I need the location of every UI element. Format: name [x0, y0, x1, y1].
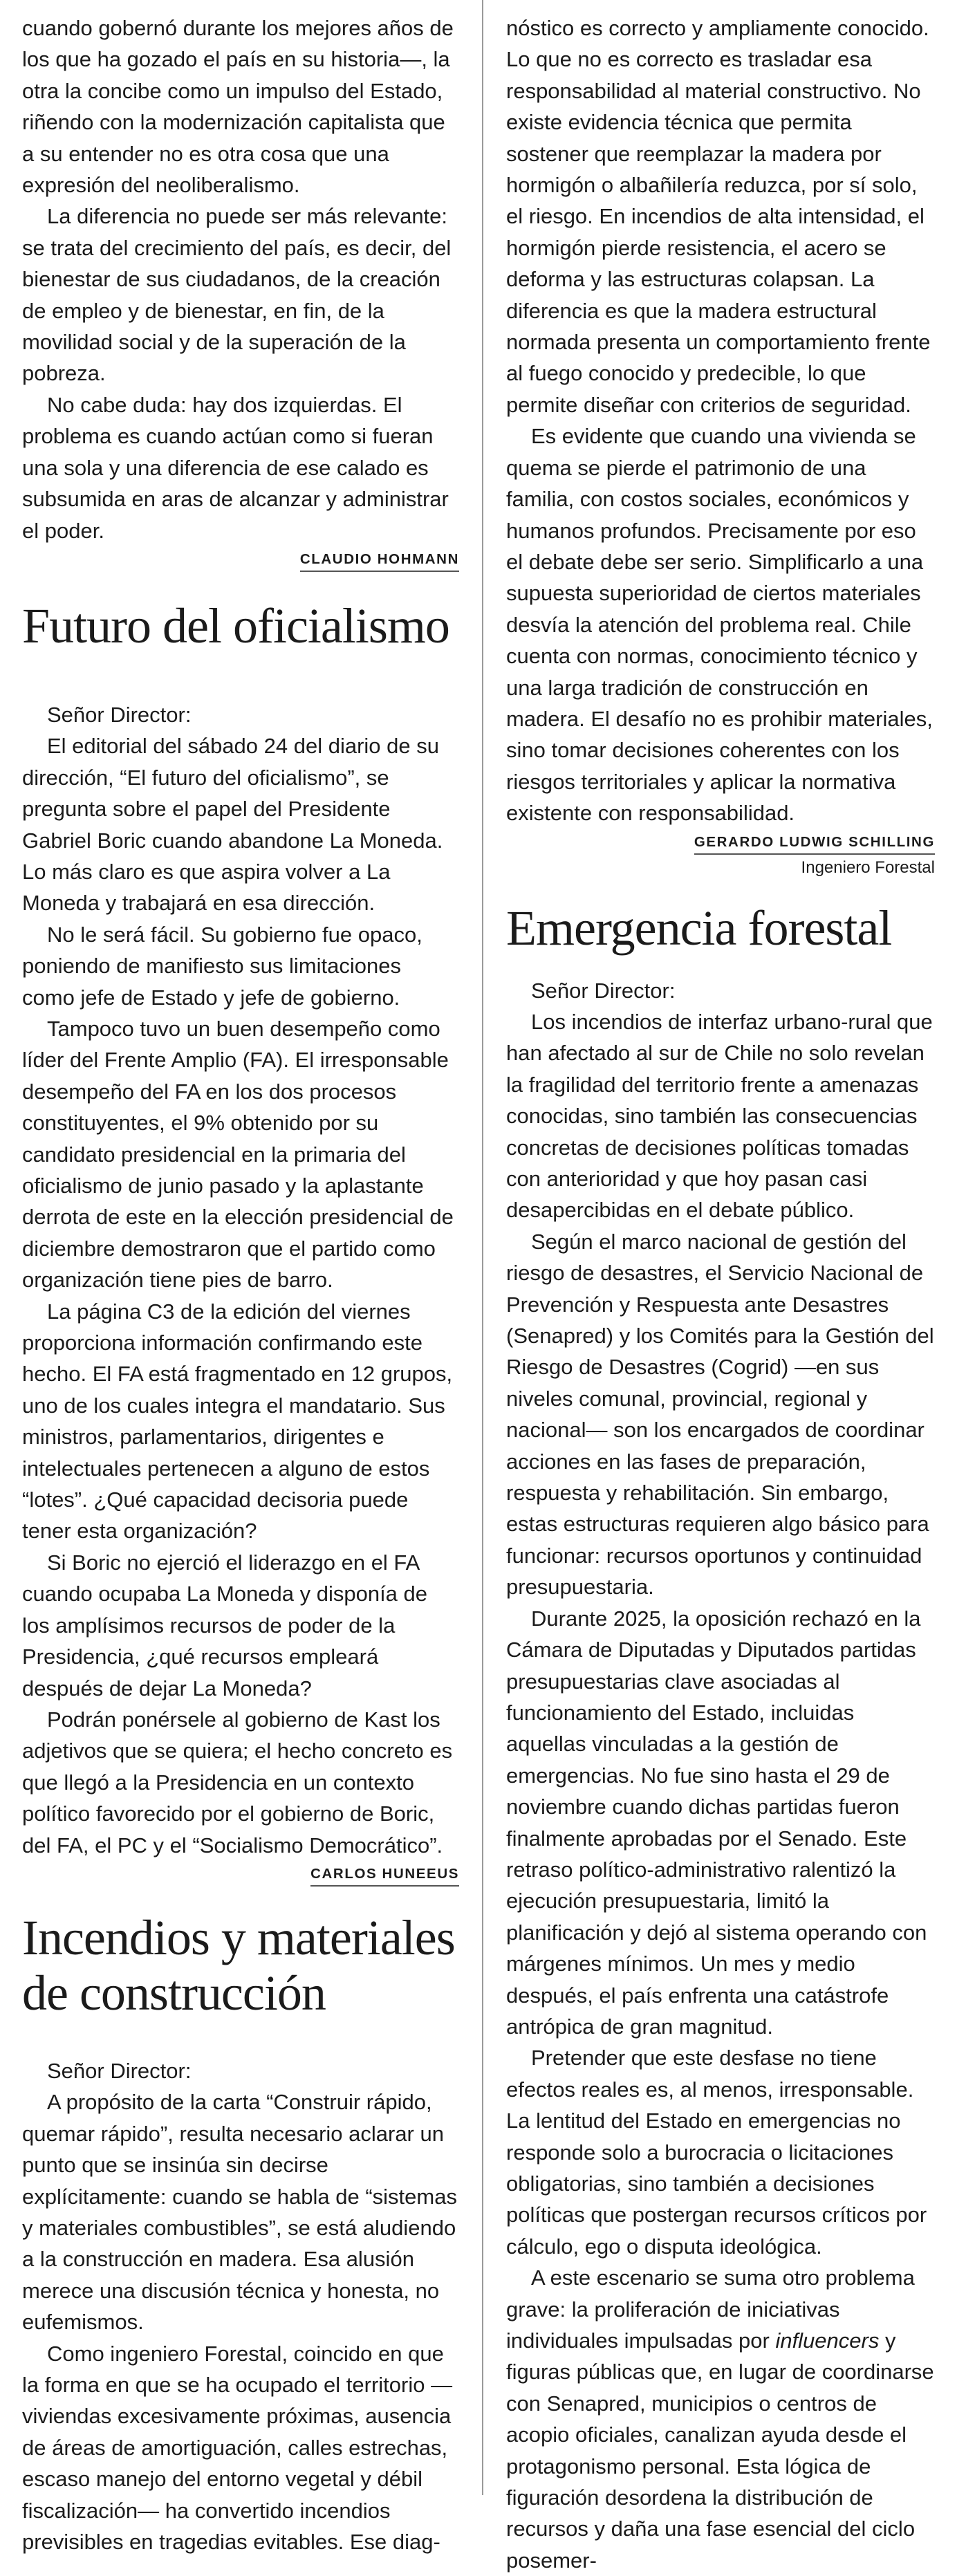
right-column — [506, 12, 935, 2576]
paragraph: A propósito de la carta “Construir rápido, quemar rápido”, resulta necesario aclarar un punto que se insinúa sin decirse explícitamente: cuando se habla de “sistemas y materiales combustibles”, se está aludiendo a la construcción en madera. Esa alusión merece una discusión técnica y honesta, no eufemismos. — [22, 2090, 457, 2335]
paragraph: Si Boric no ejerció el liderazgo en el FA cuando ocupaba La Moneda y disponía de los amplísimos recursos de poder de la Presidencia, ¿qué recursos empleará después de dejar La Moneda? — [22, 1550, 428, 1701]
paragraph: Podrán ponérsele al gobierno de Kast los adjetivos que se quiera; el hecho concreto es que llegó a la Presidencia en un contexto político favorecido por el gobierno de Boric, del FA, el PC y el “Socialismo Democrático”. — [22, 1707, 453, 1857]
letter-title-line: de construcción — [22, 1965, 326, 2021]
paragraph: No le será fácil. Su gobierno fue opaco, poniendo de manifiesto sus limitaciones como jefe de Estado y jefe de gobierno. — [22, 922, 422, 1010]
paragraph: Pretender que este desfase no tiene efectos reales es, al menos, irresponsable. La lentitud del Estado en emergencias no responde solo a burocracia o licitaciones obligatorias, sino también a decisiones políticas que postergan recursos críticos por cálculo, ego o disputa ideológica. — [506, 2046, 927, 2259]
italic-term: influencers — [775, 2328, 880, 2353]
paragraph: Como ingeniero Forestal, coincido en que la forma en que se ha ocupado el territorio —viviendas excesivamente próximas, ausencia de áreas de amortiguación, calles estrechas, escaso manejo del entorno vegetal y débil fiscalización— ha convertido incendios previsibles en tragedias evitables. Ese diag- — [22, 2341, 453, 2555]
letter-incendios-continued — [506, 12, 935, 880]
letter-title-line: Incendios y materiales — [22, 1909, 455, 1965]
paragraph: Durante 2025, la oposición rechazó en la Cámara de Diputadas y Diputados partidas presupuestarias clave asociadas al funcionamiento del Estado, incluidas aquellas vinculadas a la gestión de emergencias. No fue sino hasta el 29 de noviembre cuando dichas partidas fueron finalmente aprobadas por el Senado. Este retraso político-administrativo ralentizó la ejecución presupuestaria, limitó la planificación y dejó al sistema operando con márgenes mínimos. Un mes y medio después, el país enfrenta una catástrofe antrópica de gran magnitud. — [506, 1606, 927, 2039]
salutation: Señor Director: — [47, 702, 192, 727]
paragraph-text: y figuras públicas que, en lugar de coordinarse con Senapred, municipios o centros de acopio oficiales, canalizan ayuda desde el protagonismo personal. Esta lógica de figuración desordena la distribución de recursos y daña una fase esencial del ciclo posemer- — [506, 2328, 934, 2573]
paragraph: No cabe duda: hay dos izquierdas. El problema es cuando actúan como si fueran una sola y una diferencia de ese calado es subsumida en aras de alcanzar y administrar el poder. — [22, 392, 449, 543]
author-line — [22, 549, 459, 572]
letter-futuro-oficialismo — [22, 598, 459, 1887]
letter-hohmann-ending — [22, 12, 459, 572]
letter-emergencia-forestal — [506, 900, 935, 2576]
author-line — [506, 832, 935, 855]
paragraph — [506, 2262, 935, 2576]
paragraph: Tampoco tuvo un buen desempeño como líder del Frente Amplio (FA). El irresponsable desempeño del FA en los dos procesos constituyentes, el 9% obtenido por su candidato presidencial en la primaria del oficialismo de junio pasado y la aplastante derrota de este en la elección presidencial de diciembre demostraron que el partido como organización tiene pies de barro. — [22, 1016, 454, 1292]
paragraph: La diferencia no puede ser más relevante: se trata del crecimiento del país, es decir, del bienestar de sus ciudadanos, de la creación de empleo y de bienestar, en fin, de la movilidad social y de la superación de la pobreza. — [22, 204, 452, 386]
paragraph: La página C3 de la edición del viernes proporciona información confirmando este hecho. El FA está fragmentado en 12 grupos, uno de los cuales integra el mandatario. Sus ministros, parlamentarios, dirigentes e intelectuales pertenecen a alguno de estos “lotes”. ¿Qué capacidad decisoria puede tener esta organización? — [22, 1299, 453, 1544]
author-name: GERARDO LUDWIG SCHILLING — [694, 832, 935, 855]
paragraph-text: A este escenario se suma otro problema grave: la proliferación de iniciativas individuales impulsadas por — [506, 2265, 915, 2353]
column-divider — [482, 0, 483, 2495]
letter-incendios-materiales — [22, 1910, 459, 2558]
salutation: Señor Director: — [531, 978, 676, 1003]
paragraph: Es evidente que cuando una vivienda se quema se pierde el patrimonio de una familia, con costos sociales, económicos y humanos profundos. Precisamente por eso el debate debe ser serio. Simplificarlo a una supuesta superioridad de ciertos materiales desvía la atención del problema real. Chile cuenta con normas, conocimiento técnico y una larga tradición de construcción en madera. El desafío no es prohibir materiales, sino tomar decisiones coherentes con los riesgos territoriales y aplicar la normativa existente con responsabilidad. — [506, 424, 933, 826]
letter-title: Futuro del oficialismo — [22, 597, 449, 654]
author-name: CARLOS HUNEEUS — [310, 1864, 459, 1887]
paragraph: El editorial del sábado 24 del diario de su dirección, “El futuro del oficialismo”, se pregunta sobre el papel del Presidente Gabriel Boric cuando abandone La Moneda. Lo más claro es que aspira volver a La Moneda y trabajará en esa dirección. — [22, 734, 443, 916]
paragraph: Según el marco nacional de gestión del riesgo de desastres, el Servicio Nacional de Prevención y Respuesta ante Desastres (Senapred) y los Comités para la Gestión del Riesgo de Desastres (Cogrid) —en sus niveles comunal, provincial, regional y nacional— son los encargados de coordinar acciones en las fases de preparación, respuesta y rehabilitación. Sin embargo, estas estructuras requieren algo básico para funcionar: recursos oportunos y continuidad presupuestaria. — [506, 1229, 934, 1600]
letter-title: Emergencia forestal — [506, 900, 892, 956]
paragraph: Los incendios de interfaz urbano-rural que han afectado al sur de Chile no solo revelan la fragilidad del territorio frente a amenazas conocidas, sino también las consecuencias concretas de decisiones políticas tomadas con anterioridad y que hoy pasan casi desapercibidas en el debate público. — [506, 1009, 933, 1223]
author-title: Ingeniero Forestal — [801, 858, 935, 877]
letter-title — [22, 1910, 459, 2021]
paragraph: nóstico es correcto y ampliamente conocido. Lo que no es correcto es trasladar esa responsabilidad al material constructivo. No existe evidencia técnica que permita sostener que reemplazar la madera por hormigón o albañilería reduzca, por sí solo, el riesgo. En incendios de alta intensidad, el hormigón pierde resistencia, el acero se deforma y las estructuras colapsan. La diferencia es que la madera estructural normada presenta un comportamiento frente al fuego conocido y predecible, lo que permite diseñar con criterios de seguridad. — [506, 16, 931, 417]
author-line — [22, 1864, 459, 1887]
left-column — [22, 12, 459, 2557]
salutation: Señor Director: — [47, 2058, 192, 2083]
paragraph: cuando gobernó durante los mejores años de los que ha gozado el país en su historia—, la otra la concibe como un impulso del Estado, riñendo con la modernización capitalista que a su entender no es otra cosa que una expresión del neoliberalismo. — [22, 16, 454, 198]
author-name: CLAUDIO HOHMANN — [300, 549, 459, 572]
